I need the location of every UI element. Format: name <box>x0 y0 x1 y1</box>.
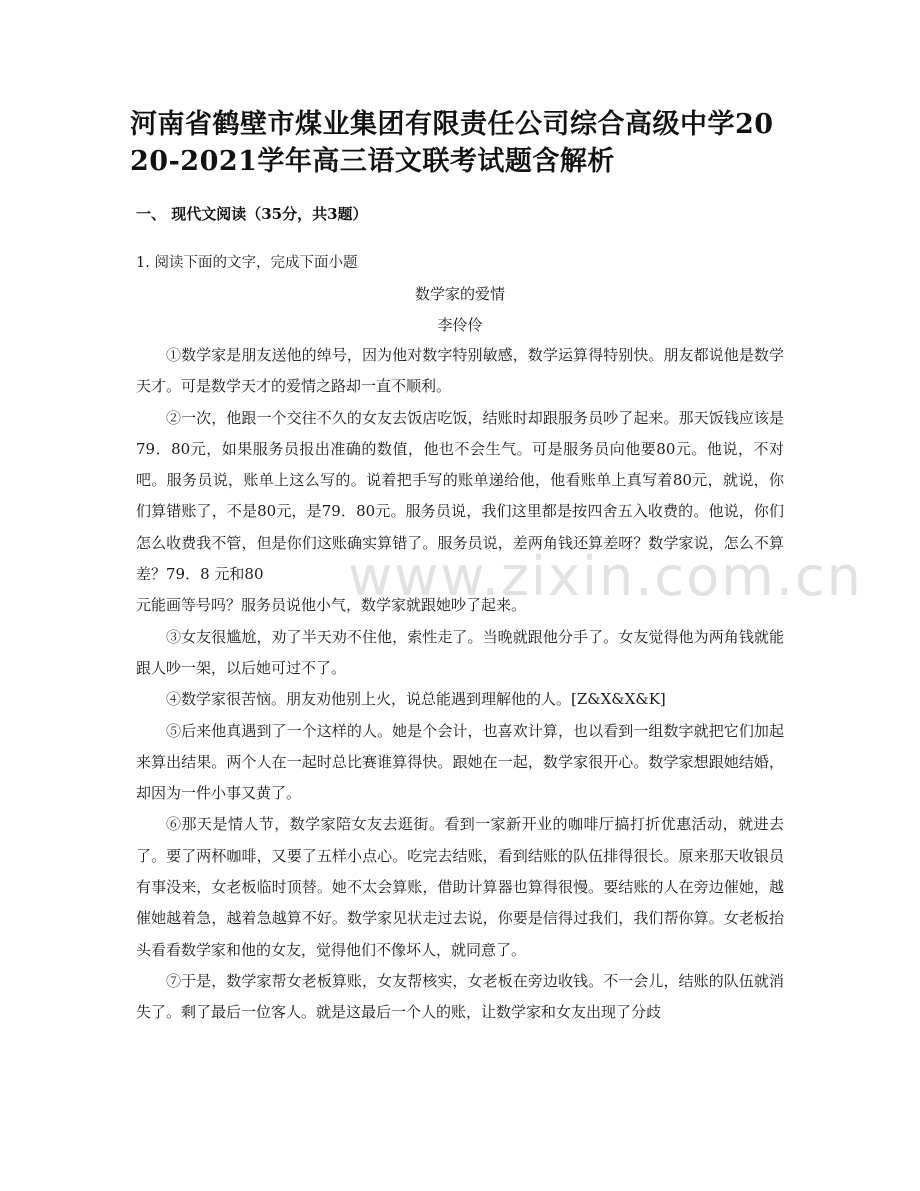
article-body <box>136 340 784 1029</box>
paragraph-7: ⑦于是，数学家帮女老板算账，女友帮核实，女老板在旁边收钱。不一会儿，结账的队伍就消失了。剩了最后一位客人。就是这最后一个人的账，让数学家和女友出现了分歧 <box>136 971 784 1022</box>
paragraph-3: ③女友很尴尬，劝了半天劝不住他，索性走了。当晚就跟他分手了。女友觉得他为两角钱就能跟人吵一架，以后她可过不了。 <box>136 627 784 677</box>
paragraph-1: ①数学家是朋友送他的绰号，因为他对数字特别敏感，数学运算得特别快。朋友都说他是数学天才。可是数学天才的爱情之路却一直不顺利。 <box>136 346 784 396</box>
paragraph-5: ⑤后来他真遇到了一个这样的人。她是个会计，也喜欢计算，也以看到一组数字就把它们加起来算出结果。两个人在一起时总比赛谁算得快。跟她在一起，数学家很开心。数学家想跟她结婚，却因为一件小事又黄了。 <box>136 721 784 803</box>
question-intro: 1. 阅读下面的文字，完成下面小题 <box>136 255 358 271</box>
paragraph-4: ④数学家很苦恼。朋友劝他别上火，说总能遇到理解他的人。[Z&X&X&K] <box>166 690 666 709</box>
paragraph-6: ⑥那天是情人节，数学家陪女友去逛街。看到一家新开业的咖啡厅搞打折优惠活动，就进去了。要了两杯咖啡，又要了五样小点心。吃完去结账，看到结账的队伍排得很长。原来那天收银员有事没来，女老板临时顶替。她不太会算账，借助计算器也算得很慢。要结账的人在旁边催她，越催她越着急，越着急越算不好。数学家见状走过去说，你要是信得过我们，我们帮你算。女老板抬头看看数学家和他的女友，觉得他们不像坏人，就同意了。 <box>136 815 784 959</box>
article-title: 数学家的爱情 <box>414 285 505 303</box>
article-author: 李伶伶 <box>437 316 483 334</box>
paragraph-2: ②一次，他跟一个交往不久的女友去饭店吃饭，结账时却跟服务员吵了起来。那天饭钱应该是79．80元，如果服务员报出准确的数值，他也不会生气。可是服务员向他要80元。他说，不对吧。服务员说，账单上这么写的。说着把手写的账单递给他，他看账单上真写着80元，就说，你们算错账了，不是80元，是79．80元。服务员说，我们这里都是按四舍五入收费的。他说，你们怎么收费我不管，但是你们这账确实算错了。服务员说，差两角钱还算差呀？数学家说，怎么不算差？79．8 元和80 <box>136 408 784 584</box>
paragraph-2-continued: 元能画等号吗？服务员说他小气，数学家就跟她吵了起来。 <box>136 596 527 615</box>
watermark: www.zixin.com.cn <box>348 545 863 608</box>
section-heading: 一、 现代文阅读（35分，共3题） <box>136 205 368 223</box>
document-title: 河南省鹤壁市煤业集团有限责任公司综合高级中学2020-2021学年高三语文联考试题含解析 <box>130 109 774 177</box>
